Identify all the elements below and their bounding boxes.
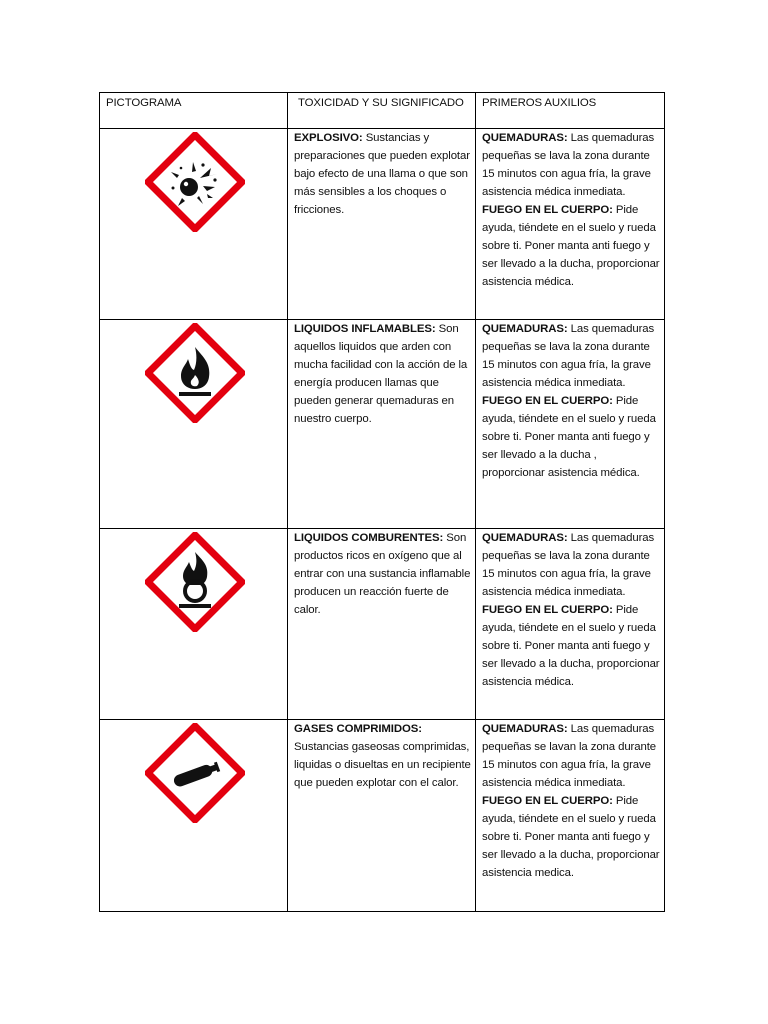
toxicity-title: LIQUIDOS COMBURENTES: bbox=[294, 532, 444, 544]
first-aid-cell bbox=[476, 720, 665, 912]
pictogram-cell bbox=[100, 529, 288, 720]
toxicity-cell bbox=[288, 720, 476, 912]
first-aid-title-burns: QUEMADURAS: bbox=[482, 532, 568, 544]
first-aid-text-fire: Pide ayuda, tiéndete en el suelo y rueda sobre ti. Poner manta anti fuego y ser llevado a la ducha, proporcionar asistencia médica. bbox=[482, 604, 660, 688]
explosive-icon bbox=[145, 132, 245, 232]
toxicity-cell bbox=[288, 129, 476, 320]
toxicity-cell bbox=[288, 529, 476, 720]
pictogram-cell bbox=[100, 320, 288, 529]
toxicity-text: Son productos ricos en oxígeno que al entrar con una sustancia inflamable producen un reacción fuerte de calor. bbox=[294, 532, 471, 616]
toxicity-cell bbox=[288, 320, 476, 529]
table-row bbox=[100, 529, 665, 720]
first-aid-text-fire: Pide ayuda, tiéndete en el suelo y rueda sobre ti. Poner manta anti fuego y ser llevado a la ducha, proporcionar asistencia médica. bbox=[482, 204, 660, 288]
first-aid-cell bbox=[476, 129, 665, 320]
first-aid-text-burns: Las quemaduras pequeñas se lavan la zona durante 15 minutos con agua fría, la grave asistencia médica inmediata. bbox=[482, 723, 657, 789]
table-row bbox=[100, 129, 665, 320]
gas-cylinder-icon bbox=[145, 723, 245, 823]
first-aid-title-burns: QUEMADURAS: bbox=[482, 723, 568, 735]
first-aid-text-burns: Las quemaduras pequeñas se lava la zona durante 15 minutos con agua fría, la grave asistencia médica inmediata. bbox=[482, 132, 655, 198]
first-aid-cell bbox=[476, 320, 665, 529]
first-aid-title-fire: FUEGO EN EL CUERPO: bbox=[482, 204, 613, 216]
flame-over-circle-icon bbox=[145, 532, 245, 632]
pictogram-cell bbox=[100, 720, 288, 912]
first-aid-text-fire: Pide ayuda, tiéndete en el suelo y rueda sobre ti. Poner manta anti fuego y ser llevado a la ducha , proporcionar asistencia médica. bbox=[482, 395, 656, 479]
first-aid-text-fire: Pide ayuda, tiéndete en el suelo y rueda sobre ti. Poner manta anti fuego y ser llevado a la ducha, proporcionar asistencia medica. bbox=[482, 795, 660, 879]
flame-icon bbox=[145, 323, 245, 423]
first-aid-text-burns: Las quemaduras pequeñas se lava la zona durante 15 minutos con agua fría, la grave asistencia médica inmediata. bbox=[482, 532, 655, 598]
first-aid-title-burns: QUEMADURAS: bbox=[482, 323, 568, 335]
table-row bbox=[100, 320, 665, 529]
first-aid-title-fire: FUEGO EN EL CUERPO: bbox=[482, 604, 613, 616]
toxicity-title: LIQUIDOS INFLAMABLES: bbox=[294, 323, 436, 335]
header-primeros-auxilios: PRIMEROS AUXILIOS bbox=[476, 93, 665, 129]
first-aid-title-fire: FUEGO EN EL CUERPO: bbox=[482, 395, 613, 407]
pictogram-table bbox=[99, 92, 665, 912]
pictogram-cell bbox=[100, 129, 288, 320]
first-aid-text-burns: Las quemaduras pequeñas se lava la zona durante 15 minutos con agua fría, la grave asistencia médica inmediata. bbox=[482, 323, 655, 389]
header-pictograma: PICTOGRAMA bbox=[100, 93, 288, 129]
first-aid-cell bbox=[476, 529, 665, 720]
table-row bbox=[100, 720, 665, 912]
header-row bbox=[100, 93, 665, 129]
toxicity-title: EXPLOSIVO: bbox=[294, 132, 363, 144]
toxicity-text: Sustancias y preparaciones que pueden explotar bajo efecto de una llama o que son más sensibles a los choques o fricciones. bbox=[294, 132, 470, 216]
toxicity-text: Sustancias gaseosas comprimidas, liquidas o disueltas en un recipiente que pueden explotar con el calor. bbox=[294, 741, 471, 789]
toxicity-title: GASES COMPRIMIDOS: bbox=[294, 723, 422, 735]
toxicity-text: Son aquellos liquidos que arden con mucha facilidad con la acción de la energía producen llamas que pueden generar quemaduras en nuestro cuerpo. bbox=[294, 323, 468, 425]
first-aid-title-burns: QUEMADURAS: bbox=[482, 132, 568, 144]
header-toxicidad: TOXICIDAD Y SU SIGNIFICADO bbox=[288, 93, 476, 129]
first-aid-title-fire: FUEGO EN EL CUERPO: bbox=[482, 795, 613, 807]
